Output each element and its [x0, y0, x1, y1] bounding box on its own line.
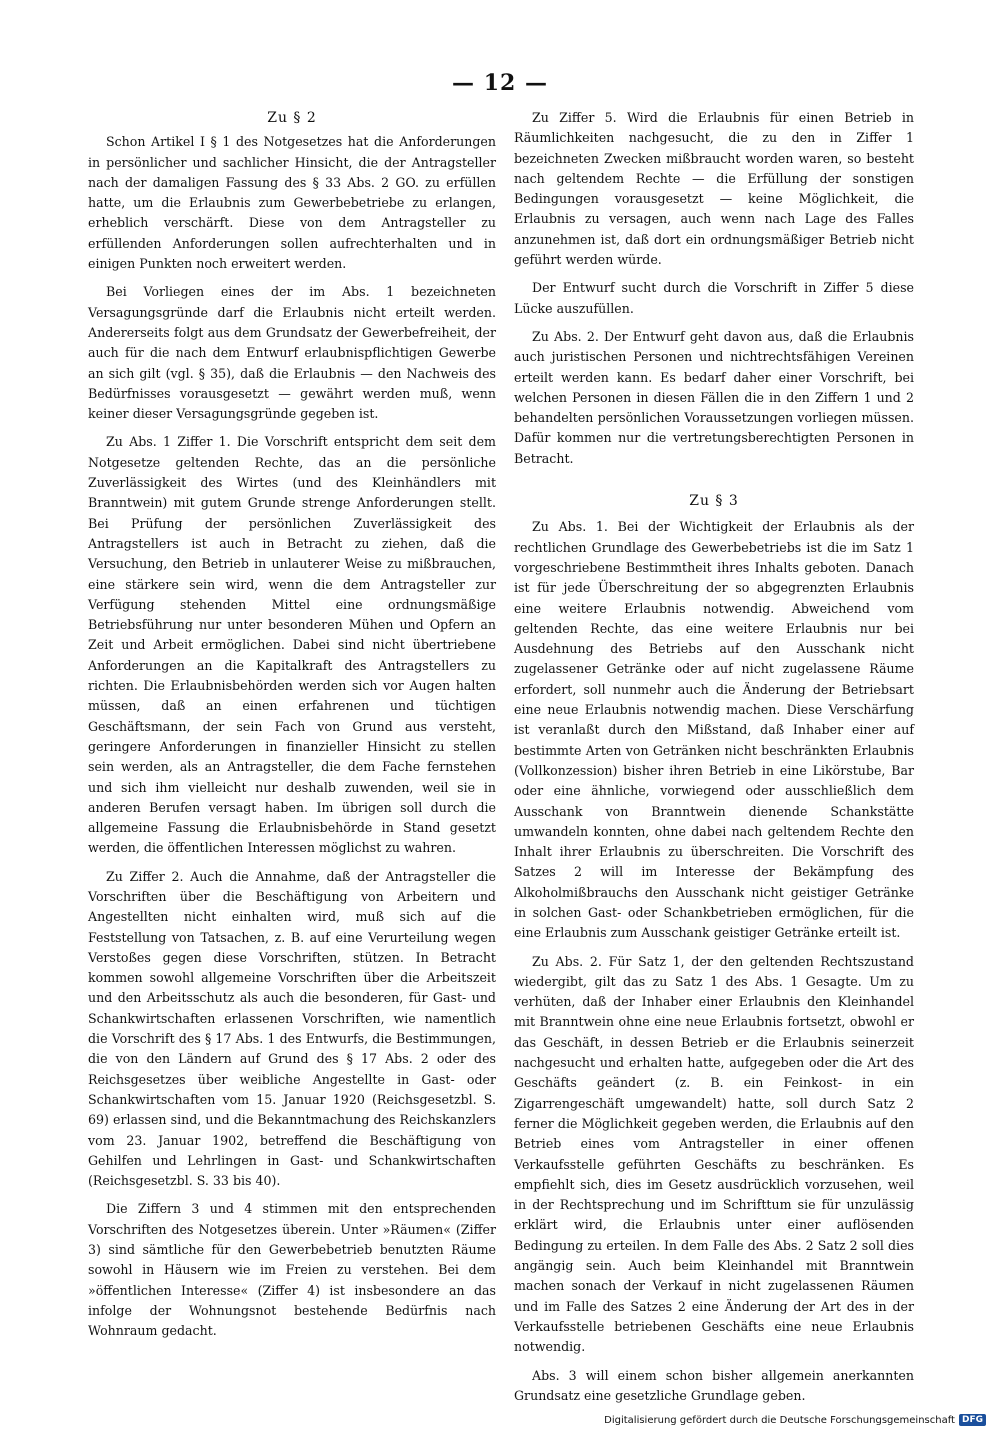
paragraph: Der Entwurf sucht durch die Vorschrift in Ziffer 5 diese Lücke auszufüllen. [514, 280, 914, 316]
paragraph: Zu Abs. 2. Für Satz 1, der den geltenden Rechtszustand wiedergibt, gilt das zu Satz 1 des Abs. 1 Gesagte. Um zu verhüten, daß der Inhaber einer Erlaubnis den Kleinhandel mit Branntwein ohne eine neue Erlaubnis fortsetzt, obwohl er das Geschäft, in dessen Betrieb er die Erlaubnis seinerzeit nachgesucht und erhalten hatte, aufgegeben oder die Art des Geschäfts geändert (z. B. ein Feinkost- in ein Zigarrengeschäft umgewandelt) hatte, soll durch Satz 2 ferner die Möglichkeit gegeben werden, die Erlaubnis auf den Betrieb eines vom Antragsteller in einer offenen Verkaufsstelle geführten Geschäfts zu beschränken. Es empfiehlt sich, dies im Gesetz ausdrücklich vorzusehen, weil in der Rechtsprechung und im Schrifttum sie für unzulässig erklärt wird, die Erlaubnis unter einer auflösenden Bedingung zu erteilen. In dem Falle des Abs. 2 Satz 2 soll dies angängig sein. Auch beim Kleinhandel mit Branntwein machen sonach der Verkauf in nicht zugelassenen Räumen und im Falle des Satzes 2 eine Änderung der Art des in der Verkaufsstelle betriebenen Geschäfts eine neue Erlaubnis notwendig. [514, 953, 914, 1355]
paragraph: Bei Vorliegen eines der im Abs. 1 bezeichneten Versagungsgründe darf die Erlaubnis nicht erteilt werden. Andererseits folgt aus dem Grundsatz der Gewerbefreiheit, der auch für die nach dem Entwurf erlaubnispflichtigen Gewerbe an sich gilt (vgl. § 35), daß die Erlaubnis — den Nachweis des Bedürfnisses vorausgesetzt — gewährt werden muß, wenn keiner dieser Versagungsgründe gegeben ist. [88, 284, 496, 422]
paragraph: Abs. 3 will einem schon bisher allgemein anerkannten Grundsatz eine gesetzliche Grundlage geben. [514, 1367, 914, 1403]
paragraph: Die Ziffern 3 und 4 stimmen mit den entsprechenden Vorschriften des Notgesetzes überein. Unter »Räumen« (Ziffer 3) sind sämtliche für den Gewerbebetrieb benutzten Räume sowohl in Häusern wie im Freien zu verstehen. Bei dem »öffentlichen Interesse« (Ziffer 4) ist insbesondere an das infolge der Wohnungsnot bestehende Bedürfnis nach Wohnraum gedacht. [88, 1201, 496, 1339]
paragraph: Schon Artikel I § 1 des Notgesetzes hat die Anforderungen in persönlicher und sachlicher Hinsicht, die der Antragsteller nach der damaligen Fassung des § 33 Abs. 2 GO. zu erfüllen hatte, um die Erlaubnis zum Gewerbebetriebe zu erlangen, erheblich verschärft. Diese von dem Antragsteller zu erfüllenden Anforderungen sollen aufrechterhalten und in einigen Punkten noch erweitert werden. [88, 134, 496, 272]
section-heading-2: Zu § 2 [267, 110, 317, 126]
page-number: — 12 — [452, 70, 548, 96]
section-heading-3: Zu § 3 [689, 493, 739, 510]
footer-credit [604, 1414, 986, 1426]
right-column [514, 108, 914, 1414]
paragraph: Zu Ziffer 2. Auch die Annahme, daß der Antragsteller die Vorschriften über die Beschäftigung von Arbeitern und Angestellten nicht einhalten wird, muß sich auf die Feststellung von Tatsachen, z. B. auf eine Verurteilung wegen Verstoßes gegen diese Vorschriften, stützen. In Betracht kommen sowohl allgemeine Vorschriften über die Arbeitszeit und den Arbeitsschutz als auch die besonderen, für Gast- und Schankwirtschaften erlassenen Vorschriften, wie namentlich die Vorschrift des § 17 Abs. 1 des Entwurfs, die Bestimmungen, die von den Ländern auf Grund des § 17 Abs. 2 oder des Reichsgesetzes über weibliche Angestellte in Gast- oder Schankwirtschaften vom 15. Januar 1920 (Reichsgesetzbl. S. 69) erlassen sind, und die Bekanntmachung des Reichskanzlers vom 23. Januar 1902, betreffend die Beschäftigung von Gehilfen und Lehrlingen in Gast- und Schankwirtschaften (Reichsgesetzbl. S. 33 bis 40). [88, 868, 496, 1189]
left-column [88, 108, 496, 1350]
paragraph: Zu Ziffer 5. Wird die Erlaubnis für einen Betrieb in Räumlichkeiten nachgesucht, die zu den in Ziffer 1 bezeichneten Zwecken mißbraucht worden waren, so besteht nach geltendem Rechte — die Erfüllung der sonstigen Bedingungen vorausgesetzt — keine Möglichkeit, die Erlaubnis zu versagen, auch wenn nach Lage des Falles anzunehmen ist, daß dort ein ordnungsmäßiger Betrieb nicht geführt werden würde. [514, 110, 914, 268]
dfg-logo: DFG [959, 1414, 986, 1426]
paragraph: Zu Abs. 1 Ziffer 1. Die Vorschrift entspricht dem seit dem Notgesetze geltenden Rechte, das an die persönliche Zuverlässigkeit des Wirtes (und des Kleinhändlers mit Branntwein) mit gutem Grunde strenge Anforderungen stellt. Bei Prüfung der persönlichen Zuverlässigkeit des Antragstellers ist auch in Betracht zu ziehen, daß die Versuchung, den Betrieb in unlauterer Weise zu mißbrauchen, eine stärkere sein wird, wenn die dem Antragsteller zur Verfügung stehenden Mittel eine ordnungsmäßige Betriebsführung nur unter besonderen Mühen und Opfern an Zeit und Arbeit ermöglichen. Dabei sind nicht übertriebene Anforderungen an die Kapitalkraft des Antragstellers zu richten. Die Erlaubnisbehörden werden sich vor Augen halten müssen, daß an einen erfahrenen und tüchtigen Geschäftsmann, der sein Fach von Grund aus versteht, geringere Anforderungen in finanzieller Hinsicht zu stellen sein werden, als an Antragsteller, die dem Fache fernstehen und sich ihm vielleicht nur deshalb zuwenden, weil sie in anderen Berufen versagt haben. Im übrigen soll durch die allgemeine Fassung die Erlaubnisbehörde in Stand gesetzt werden, die öffentlichen Interessen möglichst zu wahren. [88, 434, 496, 856]
paragraph: Zu Abs. 2. Der Entwurf geht davon aus, daß die Erlaubnis auch juristischen Personen und nichtrechtsfähigen Vereinen erteilt werden kann. Es bedarf daher einer Vorschrift, bei welchen Personen in diesen Fällen die in den Ziffern 1 und 2 behandelten persönlichen Voraussetzungen vorliegen müssen. Dafür kommen nur die vertretungsberechtigten Personen in Betracht. [514, 328, 914, 466]
paragraph: Zu Abs. 1. Bei der Wichtigkeit der Erlaubnis als der rechtlichen Grundlage des Gewerbebetriebs ist die im Satz 1 vorgeschriebene Bestimmtheit ihres Inhalts geboten. Danach ist für jede Überschreitung der so abgegrenzten Erlaubnis eine weitere Erlaubnis notwendig. Abweichend vom geltenden Rechte, das eine weitere Erlaubnis nur bei Ausdehnung des Betriebs auf den Ausschank nicht zugelassener Getränke oder auf nicht zugelassene Räume erfordert, soll nunmehr auch die Änderung der Betriebsart eine neue Erlaubnis notwendig machen. Diese Verschärfung ist veranlaßt durch den Mißstand, daß Inhaber einer auf bestimmte Arten von Getränken nicht beschränkten Erlaubnis (Vollkonzession) bisher ihren Betrieb in eine Likörstube, Bar oder eine ähnliche, vorwiegend oder ausschließlich dem Ausschank von Branntwein dienende Schankstätte umwandeln konnten, ohne dabei nach geltendem Rechte den Inhalt ihrer Erlaubnis zu überschreiten. Die Vorschrift des Satzes 2 will im Interesse der Bekämpfung des Alkoholmißbrauchs den Ausschank nicht geistiger Getränke in solchen Gast- oder Schankbetrieben ermöglichen, für die eine Erlaubnis zum Ausschank geistiger Getränke erteilt ist. [514, 519, 914, 941]
footer-text: Digitalisierung gefördert durch die Deutsche Forschungsgemeinschaft [604, 1414, 955, 1426]
